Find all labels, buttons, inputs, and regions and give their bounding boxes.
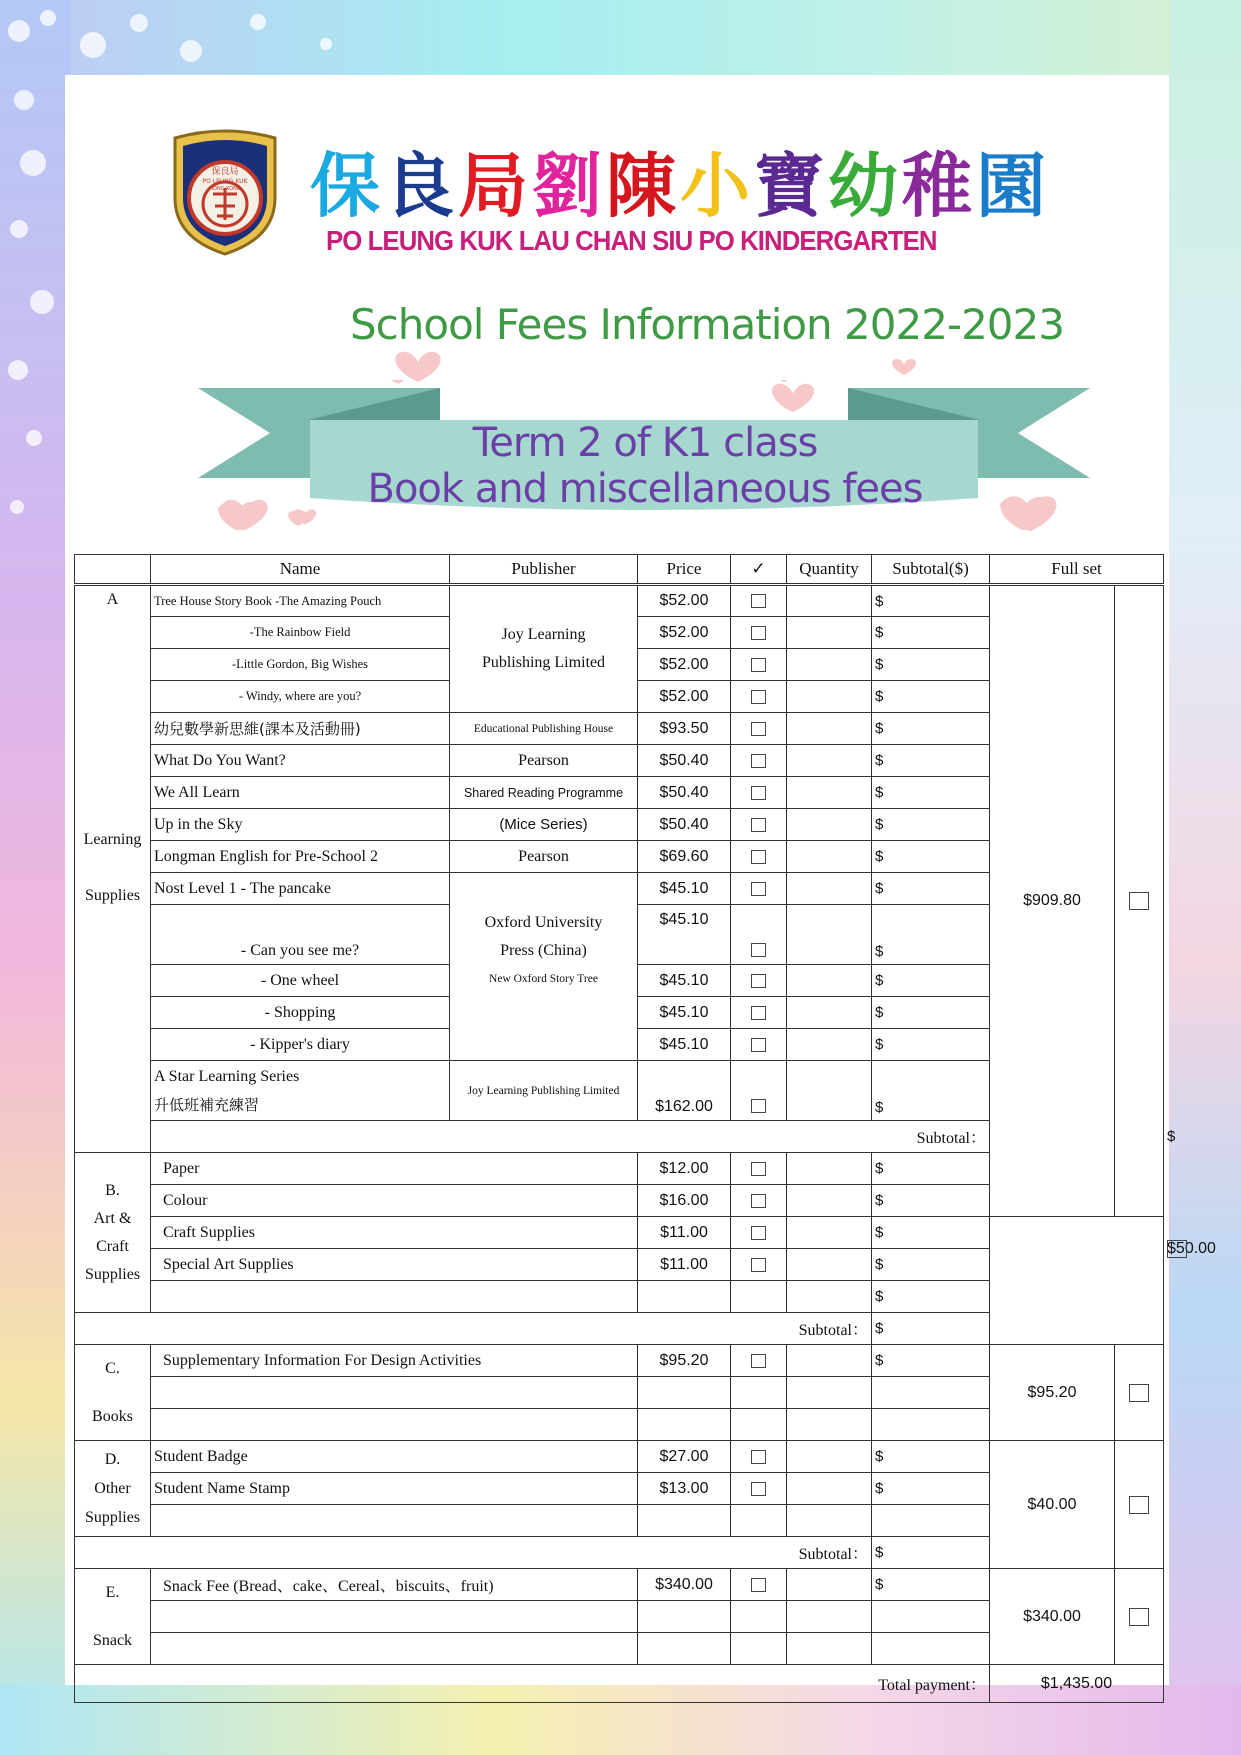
item-name: Student Name Stamp <box>151 1473 638 1505</box>
item-name <box>151 1061 450 1121</box>
school-logo-icon <box>165 128 285 256</box>
item-price: $11.00 <box>638 1217 731 1249</box>
item-name: Special Art Supplies <box>151 1249 638 1281</box>
page-title: School Fees Information 2022-2023 <box>350 300 1064 349</box>
section-d-full-set: $40.00 <box>990 1441 1115 1569</box>
item-subtotal-blank <box>872 1505 990 1537</box>
decor-dot <box>10 500 24 514</box>
item-price: $45.10 <box>638 997 731 1029</box>
publisher-cell: Shared Reading Programme <box>450 777 638 809</box>
item-quantity[interactable] <box>787 1601 872 1633</box>
publisher-joy-1: Joy Learning <box>501 626 586 643</box>
item-name-blank <box>151 1377 638 1409</box>
item-name: Colour <box>151 1185 638 1217</box>
item-name: - Windy, where are you? <box>151 681 450 713</box>
item-quantity[interactable] <box>787 1409 872 1441</box>
decor-dot <box>130 14 148 32</box>
table-row <box>75 1441 1164 1473</box>
item-subtotal: $ <box>872 1185 990 1217</box>
school-name-char: 小 <box>680 145 754 227</box>
item-quantity[interactable] <box>787 649 872 681</box>
item-subtotal-blank <box>872 1377 990 1409</box>
section-c-label-1: Books <box>92 1407 133 1425</box>
item-quantity[interactable] <box>787 1345 872 1377</box>
decor-dot <box>20 150 46 176</box>
section-e-label-1: Snack <box>92 1631 133 1649</box>
item-name: What Do You Want? <box>151 745 450 777</box>
item-subtotal: $ <box>872 1473 990 1505</box>
item-checkbox[interactable] <box>731 649 787 681</box>
item-name-blank <box>151 1601 638 1633</box>
item-name-line-1: A Star Learning Series <box>154 1067 300 1085</box>
item-quantity[interactable] <box>787 1217 872 1249</box>
publisher-oxford-2: Press (China) <box>500 942 587 959</box>
decor-dot <box>250 14 266 30</box>
item-quantity[interactable] <box>787 1441 872 1473</box>
school-name-char: 幼 <box>828 145 902 227</box>
item-subtotal: $ <box>872 1345 990 1377</box>
header-subtotal: Subtotal($) <box>872 555 990 585</box>
background-right <box>1170 0 1241 1755</box>
logo-text-en: PO LEUNG KUK <box>202 178 248 185</box>
item-quantity[interactable] <box>787 1377 872 1409</box>
item-name: - Can you see me? <box>151 905 450 965</box>
item-price: $93.50 <box>638 713 731 745</box>
banner-text <box>310 420 980 512</box>
item-checkbox[interactable] <box>731 1569 787 1601</box>
item-quantity[interactable] <box>787 809 872 841</box>
item-price-blank <box>638 1281 731 1313</box>
section-d-full-set-checkbox[interactable] <box>1115 1441 1164 1569</box>
item-price: $50.40 <box>638 777 731 809</box>
item-name: Paper <box>151 1153 638 1185</box>
section-c-full-set: $95.20 <box>990 1345 1115 1441</box>
school-name-char: 良 <box>384 145 458 227</box>
item-price: $11.00 <box>638 1249 731 1281</box>
item-name: -Little Gordon, Big Wishes <box>151 649 450 681</box>
item-subtotal: $ <box>872 1249 990 1281</box>
item-checkbox[interactable] <box>731 965 787 997</box>
item-checkbox[interactable] <box>731 1473 787 1505</box>
subtotal-value: $ <box>872 1313 990 1345</box>
item-name: Snack Fee (Bread、cake、Cereal、biscuits、fruit) <box>151 1569 638 1601</box>
subtotal-value: $ <box>872 1537 990 1569</box>
section-b-label-2: Craft <box>96 1237 129 1255</box>
decor-dot <box>320 38 332 50</box>
item-name: Nost Level 1 - The pancake <box>151 873 450 905</box>
item-checkbox[interactable] <box>731 905 787 965</box>
item-checkbox-blank <box>731 1601 787 1633</box>
item-subtotal: $ <box>872 1441 990 1473</box>
publisher-cell: (Mice Series) <box>450 809 638 841</box>
decor-dot <box>10 220 28 238</box>
table-row <box>75 1345 1164 1377</box>
item-subtotal: $ <box>872 905 990 965</box>
publisher-oxford-3: New Oxford Story Tree <box>489 973 598 985</box>
item-price: $13.00 <box>638 1473 731 1505</box>
item-subtotal: $ <box>872 809 990 841</box>
item-price: $16.00 <box>638 1185 731 1217</box>
section-c-category <box>75 1345 151 1441</box>
item-name: 幼兒數學新思維(課本及活動冊) <box>151 713 450 745</box>
subtotal-label: Subtotal： <box>75 1313 872 1345</box>
item-name-blank <box>151 1281 638 1313</box>
item-quantity[interactable] <box>787 1633 872 1665</box>
item-quantity[interactable] <box>787 1029 872 1061</box>
item-subtotal: $ <box>872 1281 990 1313</box>
section-b-category <box>75 1153 151 1313</box>
item-subtotal: $ <box>872 873 990 905</box>
background-left <box>0 0 70 1755</box>
item-price: $69.60 <box>638 841 731 873</box>
section-b-label-3: Supplies <box>84 1265 141 1283</box>
table-row <box>75 1249 1164 1281</box>
publisher-cell: Educational Publishing House <box>450 713 638 745</box>
item-price: $50.40 <box>638 809 731 841</box>
item-name-blank <box>151 1409 638 1441</box>
item-subtotal: $ <box>872 617 990 649</box>
item-subtotal-blank <box>872 1409 990 1441</box>
logo-text-hk: HONG KONG <box>209 186 241 192</box>
section-a-label-2: Supplies <box>84 887 141 904</box>
item-quantity[interactable] <box>787 873 872 905</box>
total-row <box>75 1665 1164 1703</box>
section-a-letter: A <box>106 591 119 608</box>
item-price: $45.10 <box>638 905 731 965</box>
publisher-cell: Pearson <box>450 841 638 873</box>
item-price: $52.00 <box>638 681 731 713</box>
school-name-char: 局 <box>458 145 532 227</box>
decor-dot <box>14 90 34 110</box>
item-price: $52.00 <box>638 649 731 681</box>
section-d-category <box>75 1441 151 1537</box>
item-name: Supplementary Information For Design Activities <box>151 1345 638 1377</box>
logo-text-top: 保良局 <box>211 167 239 177</box>
subtotal-label: Subtotal： <box>151 1121 990 1153</box>
item-subtotal: $ <box>872 649 990 681</box>
header-quantity: Quantity <box>787 555 872 585</box>
publisher-cell <box>450 585 638 713</box>
section-a-full-set: $909.80 <box>990 585 1115 1217</box>
item-subtotal: $ <box>872 745 990 777</box>
total-value: $1,435.00 <box>990 1665 1164 1703</box>
item-subtotal: $ <box>872 965 990 997</box>
item-price: $162.00 <box>638 1061 731 1121</box>
item-checkbox-blank <box>731 1409 787 1441</box>
item-checkbox[interactable] <box>731 1345 787 1377</box>
header-price: Price <box>638 555 731 585</box>
item-subtotal: $ <box>872 1217 990 1249</box>
item-quantity[interactable] <box>787 777 872 809</box>
header-publisher: Publisher <box>450 555 638 585</box>
table-header-row <box>75 555 1164 585</box>
heart-icon <box>388 350 448 384</box>
banner-line-1: Term 2 of K1 class <box>472 420 818 466</box>
item-subtotal: $ <box>872 777 990 809</box>
item-quantity[interactable] <box>787 1153 872 1185</box>
section-a-category <box>75 585 151 1153</box>
item-quantity[interactable] <box>787 585 872 617</box>
item-name: Student Badge <box>151 1441 638 1473</box>
item-checkbox[interactable] <box>731 1029 787 1061</box>
school-name-char: 保 <box>310 145 384 227</box>
item-subtotal: $ <box>872 681 990 713</box>
item-quantity[interactable] <box>787 681 872 713</box>
item-price: $27.00 <box>638 1441 731 1473</box>
item-quantity[interactable] <box>787 1249 872 1281</box>
item-checkbox[interactable] <box>731 745 787 777</box>
decor-dot <box>180 40 202 62</box>
item-checkbox-blank <box>731 1633 787 1665</box>
item-subtotal: $ <box>872 585 990 617</box>
header-category <box>75 555 151 585</box>
item-checkbox[interactable] <box>731 997 787 1029</box>
section-e-full-set-checkbox[interactable] <box>1115 1569 1164 1665</box>
item-checkbox[interactable] <box>731 1441 787 1473</box>
item-name: - One wheel <box>151 965 450 997</box>
item-quantity[interactable] <box>787 1569 872 1601</box>
item-quantity[interactable] <box>787 1473 872 1505</box>
item-price-blank <box>638 1377 731 1409</box>
item-checkbox[interactable] <box>731 841 787 873</box>
section-d-label-2: Supplies <box>84 1509 141 1526</box>
item-subtotal: $ <box>872 1029 990 1061</box>
item-subtotal: $ <box>872 841 990 873</box>
table-row <box>75 1569 1164 1601</box>
school-name-char: 寶 <box>754 145 828 227</box>
item-checkbox[interactable] <box>731 873 787 905</box>
item-price-blank <box>638 1409 731 1441</box>
section-c-letter: C. <box>105 1359 120 1377</box>
subtotal-label: Subtotal： <box>75 1537 872 1569</box>
item-checkbox-blank <box>731 1505 787 1537</box>
item-quantity[interactable] <box>787 997 872 1029</box>
item-price: $95.20 <box>638 1345 731 1377</box>
section-a-full-set-checkbox[interactable] <box>1115 585 1164 1217</box>
item-name: Longman English for Pre-School 2 <box>151 841 450 873</box>
item-quantity[interactable] <box>787 1281 872 1313</box>
item-price: $52.00 <box>638 585 731 617</box>
item-checkbox[interactable] <box>731 713 787 745</box>
table-row <box>75 1281 1164 1313</box>
section-e-full-set: $340.00 <box>990 1569 1115 1665</box>
table-row <box>75 1217 1164 1249</box>
item-name: We All Learn <box>151 777 450 809</box>
item-quantity[interactable] <box>787 965 872 997</box>
decor-dot <box>26 430 42 446</box>
banner-line-2: Book and miscellaneous fees <box>367 466 923 512</box>
item-checkbox[interactable] <box>731 1185 787 1217</box>
item-price: $45.10 <box>638 965 731 997</box>
section-b-letter: B. <box>105 1181 120 1199</box>
section-e-letter: E. <box>105 1583 120 1601</box>
heart-icon <box>995 494 1065 534</box>
item-quantity[interactable] <box>787 617 872 649</box>
section-e-category <box>75 1569 151 1665</box>
heart-icon <box>215 498 275 532</box>
subtotal-row <box>75 1313 1164 1345</box>
header-name: Name <box>151 555 450 585</box>
item-price: $340.00 <box>638 1569 731 1601</box>
item-checkbox[interactable] <box>731 809 787 841</box>
publisher-cell: Joy Learning Publishing Limited <box>450 1061 638 1121</box>
heart-icon <box>765 382 821 414</box>
item-checkbox-blank <box>731 1377 787 1409</box>
background-top <box>0 0 1241 75</box>
item-name-line-2: 升低班補充練習 <box>154 1095 260 1114</box>
item-name: - Shopping <box>151 997 450 1029</box>
heart-icon <box>888 358 920 376</box>
item-subtotal: $ <box>872 1153 990 1185</box>
school-name-char: 稚 <box>902 145 976 227</box>
decor-dot <box>8 360 28 380</box>
school-name-chinese <box>310 130 1050 227</box>
school-name-char: 劉 <box>532 145 606 227</box>
item-checkbox[interactable] <box>731 777 787 809</box>
total-label: Total payment： <box>75 1665 990 1703</box>
item-subtotal: $ <box>872 713 990 745</box>
item-checkbox[interactable] <box>731 681 787 713</box>
item-subtotal: $ <box>872 1061 990 1121</box>
decor-dot <box>80 32 106 58</box>
publisher-joy-2: Publishing Limited <box>481 654 606 671</box>
publisher-oxford-1: Oxford University <box>484 914 603 931</box>
item-checkbox[interactable] <box>731 617 787 649</box>
publisher-cell: Pearson <box>450 745 638 777</box>
item-quantity[interactable] <box>787 841 872 873</box>
item-price-blank <box>638 1633 731 1665</box>
decor-dot <box>8 20 30 42</box>
section-b-label-1: Art & <box>93 1209 132 1227</box>
item-quantity[interactable] <box>787 1061 872 1121</box>
item-name: Craft Supplies <box>151 1217 638 1249</box>
item-name-blank <box>151 1505 638 1537</box>
item-checkbox[interactable] <box>731 1217 787 1249</box>
header-check: ✓ <box>731 555 787 585</box>
decor-dot <box>30 290 54 314</box>
school-name-english: PO LEUNG KUK LAU CHAN SIU PO KINDERGARTEN <box>326 225 937 256</box>
item-checkbox[interactable] <box>731 585 787 617</box>
item-price: $52.00 <box>638 617 731 649</box>
section-d-letter: D. <box>104 1451 121 1468</box>
header-full-set: Full set <box>990 555 1164 585</box>
item-subtotal: $ <box>872 997 990 1029</box>
item-name: Up in the Sky <box>151 809 450 841</box>
item-price: $12.00 <box>638 1153 731 1185</box>
item-quantity[interactable] <box>787 713 872 745</box>
section-c-full-set-checkbox[interactable] <box>1115 1345 1164 1441</box>
decor-dot <box>40 10 56 26</box>
item-checkbox[interactable] <box>731 1249 787 1281</box>
item-quantity[interactable] <box>787 1185 872 1217</box>
item-price: $45.10 <box>638 873 731 905</box>
item-name: Tree House Story Book -The Amazing Pouch <box>151 585 450 617</box>
item-checkbox[interactable] <box>731 1061 787 1121</box>
item-price-blank <box>638 1505 731 1537</box>
publisher-cell <box>450 873 638 1061</box>
item-quantity[interactable] <box>787 905 872 965</box>
item-price: $50.40 <box>638 745 731 777</box>
item-checkbox-blank <box>731 1281 787 1313</box>
item-subtotal-blank <box>872 1601 990 1633</box>
table-row <box>75 585 1164 617</box>
section-d-label-1: Other <box>94 1480 131 1497</box>
item-price-blank <box>638 1601 731 1633</box>
item-name: -The Rainbow Field <box>151 617 450 649</box>
item-name: - Kipper's diary <box>151 1029 450 1061</box>
item-price: $45.10 <box>638 1029 731 1061</box>
item-subtotal: $ <box>872 1569 990 1601</box>
school-name-char: 園 <box>976 145 1050 227</box>
item-subtotal-blank <box>872 1633 990 1665</box>
section-a-label-1: Learning <box>83 831 142 848</box>
item-name-blank <box>151 1633 638 1665</box>
fees-table <box>74 554 1164 1703</box>
item-checkbox[interactable] <box>731 1153 787 1185</box>
item-quantity[interactable] <box>787 745 872 777</box>
school-name-char: 陳 <box>606 145 680 227</box>
item-quantity[interactable] <box>787 1505 872 1537</box>
